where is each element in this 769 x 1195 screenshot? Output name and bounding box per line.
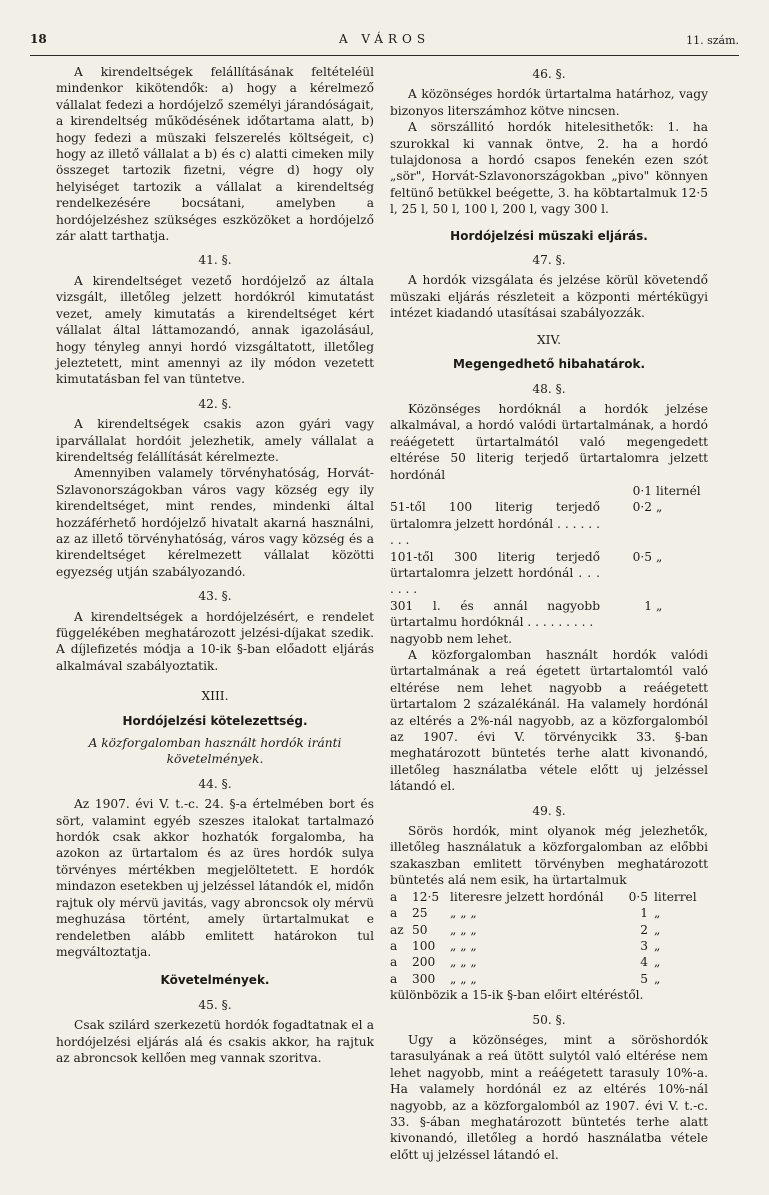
section-46-text-b: A sörszállitó hordók hitelesithetők: 1. ha szurokkal ki vannak öntve, 2. ha a hordó tulajdonosa a hordó csapos fenekén ezen szót „sör", Horvát-Szlavonországokban „pivo" könnyen feltünő betükkel beégette, 3. ha köbtartalmuk 12·5 l, 25 l, 50 l, 100 l, 200 l, vagy 300 l. [390, 120, 708, 217]
table-row: a 200 „ „ „ 4 „ [390, 955, 661, 970]
section-50-text: Ugy a közönséges, mint a söröshordók tarasulyának a reá ütött sulytól való eltérése nem lehet nagyobb, mint a reáégetett tarasuly 10%-a. Ha valamely hordónál ez az eltérés 10%-nál nagyobb, az a közforgalomból az 1907. évi V. t.-c. 33. §-ában meghatározott büntetés terhe alatt kivonandó, illetőleg a hordó használatba vétele előtt uj jelzéssel látandó el. [390, 1032, 708, 1162]
section-43-heading: 43. §. [198, 589, 232, 604]
section-45-heading: 45. §. [198, 997, 232, 1012]
section-44-text: Az 1907. évi V. t.-c. 24. §-a értelmében bort és sört, valamint egyéb szeszes italokat tartalmazó hordók csak akkor hozhatók forgalomba, ha azokon az ürtartalom és az üres hordók sulya törvényes mértékben megjelöltetett. E hordók mindazon esetekben uj jelzéssel látandók el, midőn rajtuk oly mérvü javitás, vagy abroncsok oly mérvü meghuzása történt, amely ürtartalmukat e rendeletben alább emlitett határokon tul megváltoztatja. [56, 797, 374, 959]
requirements-heading: Követelmények. [160, 973, 270, 988]
chapter-13-title: Hordójelzési kötelezettség. [122, 713, 308, 728]
section-43-text: A kirendeltségek a hordójelzésért, e rendelet függelékében meghatározott jelzési-díjakat szedik. A díjlefizetés módja a 10-ik §-ban előadott eljárás alkalmával szabályoztatik. [56, 609, 374, 673]
beer-barrel-tolerance-table [390, 889, 697, 987]
tolerance-row: 51-től 100 literig terjedő ürtalomra jelzett hordónál . . . . . . . . . 0·2 „ [390, 500, 663, 548]
table-row: a 100 „ „ „ 3 „ [390, 938, 661, 953]
journal-title: A VÁROS [338, 32, 431, 46]
chapter-13-subtitle: A közforgalomban használt hordók iránti követelmények. [88, 736, 342, 767]
tolerance-row: 101-től 300 literig terjedő ürtartalomra jelzett hordónál . . . . . . . 0·5 „ [390, 549, 663, 597]
section-44-heading: 44. §. [198, 776, 232, 791]
section-42-text-a: A kirendeltségek csakis azon gyári vagy iparvállalat hordóit jelezhetik, amely vállalat a kirendeltség felállítását kérelmezte. [56, 417, 374, 464]
section-42-text-b: Amennyiben valamely törvényhatóság, Horvát-Szlavonországokban város vagy község egy ily kirendeltséget, mint rendes, mindenki által hozzáférhető hordójelző hivatalt akarná használni, az az illető törvényhatóság, város vagy község és a kirendeltséget kérelmezett vállalat közötti egyezség utján szabályozandó. [56, 466, 374, 579]
left-column [56, 64, 374, 1066]
section-49-text-end: különbözik a 15-ik §-ban előirt eltéréstől. [390, 988, 644, 1003]
right-column [390, 64, 708, 1163]
section-48-text-end: nagyobb nem lehet. [390, 631, 513, 646]
section-49-heading: 49. §. [532, 803, 566, 818]
section-47-heading: 47. §. [532, 253, 566, 268]
page-header [30, 30, 739, 52]
section-46-heading: 46. §. [532, 67, 566, 81]
section-42-heading: 42. §. [198, 396, 232, 411]
issue-number: 11. szám. [686, 34, 739, 47]
table-row: a 25 „ „ „ 1 „ [390, 906, 661, 921]
section-45-text: Csak szilárd szerkezetü hordók fogadtatnak el a hordójelzési eljárás alá és csakis akkor, ha rajtuk az abroncsok kellően meg vannak szoritva. [56, 1018, 374, 1065]
table-row: a 300 „ „ „ 5 „ [390, 971, 661, 986]
section-49-text: Sörös hordók, mint olyanok még jelezhetők, illetőleg használatuk a közforgalomban az előbbi szakaszban emlitett törvényben meghatározott büntetés alá nem esik, ha ürtartalmuk [390, 824, 708, 888]
section-46-text-a: A közönséges hordók ürtartalma határhoz, vagy bizonyos literszámhoz kötve nincsen. [390, 87, 708, 118]
tolerance-list [390, 483, 708, 631]
section-48-text-a: Közönséges hordóknál a hordók jelzése alkalmával, a hordó valódi ürtartalmának, a hordó reáégetett ürtartalmától való megengedett eltérése 50 literig terjedő ürtartalomra jelzett hordónál [390, 401, 708, 482]
section-50-heading: 50. §. [532, 1012, 566, 1027]
section-48-text-c: A közforgalomban használt hordók valódi ürtartalmának a reá égetett ürtartalomtól való eltérése nem lehet nagyobb a reáégetett ürtartalom 2 százalékánál. Ha valamely hordónál az eltérés a 2%-nál nagyobb, az a közforgalomból az 1907. évi V. törvénycikk 33. §-ban meghatározott büntetés terhe alatt kivonandó, illetőleg használatba vétele előtt uj jelzéssel látandó el. [390, 648, 708, 794]
header-rule [30, 55, 739, 56]
tolerance-row: 301 l. és annál nagyobb ürtartalmu hordóknál . . . . . . . . . 1 „ [390, 598, 663, 630]
technical-procedure-heading: Hordójelzési müszaki eljárás. [450, 228, 648, 243]
chapter-14-title: Megengedhető hibahatárok. [452, 357, 646, 372]
page-number: 18 [30, 32, 47, 46]
section-48-heading: 48. §. [532, 381, 566, 396]
chapter-14-number: XIV. [536, 332, 562, 347]
section-41-text: A kirendeltséget vezető hordójelző az általa vizsgált, illetőleg jelzett hordókról kimutatást vezet, amely kimutatás a kirendeltséget kért vállalat által láttamozandó, annak igazolásául, hogy tényleg annyi hordó vizsgáltatott, illetőleg jeleztetett, mint amennyi az ily módon vezetett kimutatásban fel van tüntetve. [56, 273, 374, 387]
table-row: az 50 „ „ „ 2 „ [390, 922, 661, 937]
section-41-heading: 41. §. [198, 253, 232, 268]
table-row: a 12·5 literesre jelzett hordónál 0·5 literrel [390, 889, 697, 904]
tolerance-row: 0·1 liternél [632, 483, 701, 498]
intro-paragraph: A kirendeltségek felállításának feltételéül mindenkor kikötendők: a) hogy a kérelmező vállalat fedezi a hordójelző személyi járandóságait, a kirendeltség működésének időtartama alatt, b) hogy fedezi a müszaki felszerelés költségeit, c) hogy az illető vállalat a b) és c) alatti cimeken mily összeget tartozik fizetni, végre d) hogy oly helyiséget tartozik a vállalat a kirendeltség rendelkezésére bocsátani, amelyben a hordójelzéshez szükséges eszközöket a hordójelző zár alatt tarthatja. [56, 65, 374, 244]
section-47-text: A hordók vizsgálata és jelzése körül követendő müszaki eljárás részleteit a központi mértékügyi intézet kiadandó utasításai szabályozzák. [390, 273, 708, 321]
chapter-13-number: XIII. [201, 689, 229, 704]
